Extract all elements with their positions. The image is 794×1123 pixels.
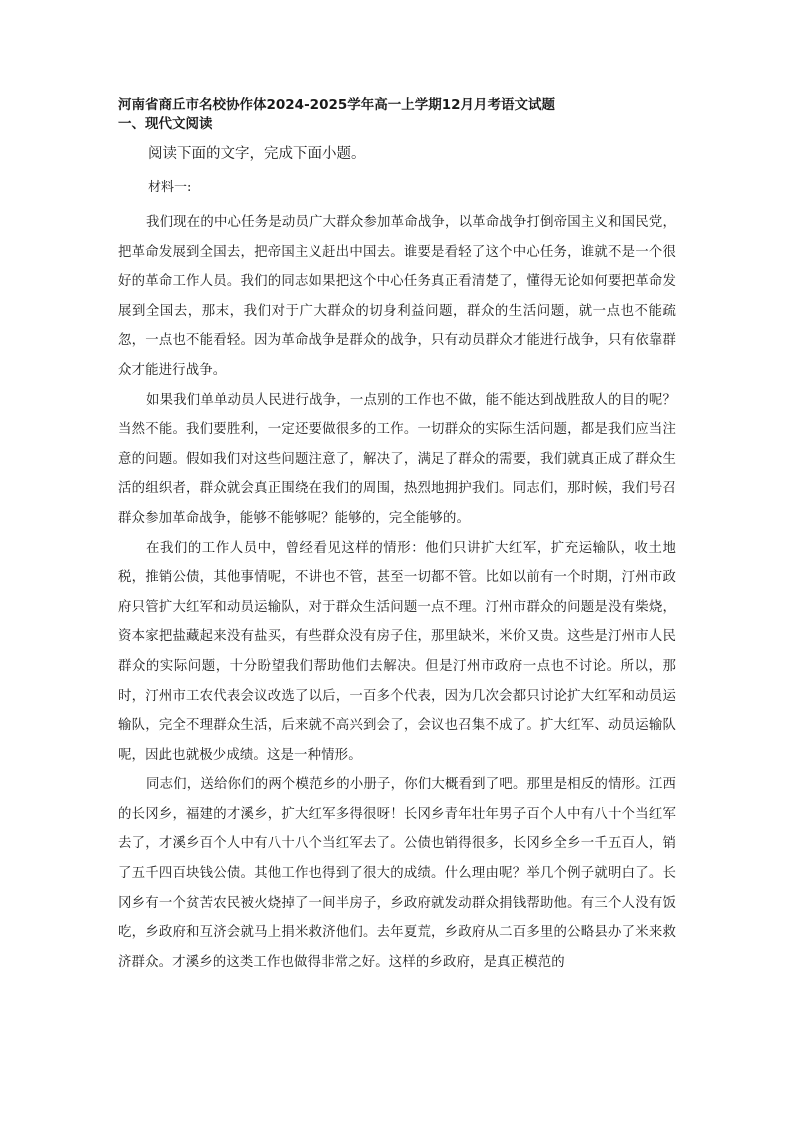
reading-instruction: 阅读下面的文字，完成下面小题。 — [148, 146, 366, 162]
material-label: 材料一: — [148, 180, 192, 195]
document-title: 河南省商丘市名校协作体2024-2025学年高一上学期12月月考语文试题 — [118, 97, 556, 113]
paragraph: 在我们的工作人员中，曾经看见这样的情形：他们只讲扩大红军，扩充运输队，收土地税，推销公债，其他事情呢，不讲也不管，甚至一切都不管。比如以前有一个时期，汀州市政府只管扩大红军和动员运输队，对于群众生活问题一点不理。汀州市群众的问题是没有柴烧，资本家把盐藏起来没有盐买，有些群众没有房子住，那里缺米，米价又贵。这些是汀州市人民群众的实际问题，十分盼望我们帮助他们去解决。但是汀州市政府一点也不讨论。所以，那时，汀州市工农代表会议改选了以后，一百多个代表，因为几次会都只讨论扩大红军和动员运输队，完全不理群众生活，后来就不高兴到会了，会议也召集不成了。扩大红军、动员运输队呢，因此也就极少成绩。这是一种情形。 — [118, 540, 676, 763]
paragraph: 同志们，送给你们的两个模范乡的小册子，你们大概看到了吧。那里是相反的情形。江西的长冈乡，福建的才溪乡，扩大红军多得很呀！长冈乡青年壮年男子百个人中有八十个当红军去了，才溪乡百个人中有八十八个当红军去了。公债也销得很多，长冈乡全乡一千五百人，销了五千四百块钱公债。其他工作也得到了很大的成绩。什么理由呢？举几个例子就明白了。长冈乡有一个贫苦农民被火烧掉了一间半房子，乡政府就发动群众捐钱帮助他。有三个人没有饭吃，乡政府和互济会就马上捐米救济他们。去年夏荒，乡政府从二百多里的公略县办了米来救济群众。才溪乡的这类工作也做得非常之好。这样的乡政府，是真正模范的 — [118, 777, 676, 970]
paragraph: 如果我们单单动员人民进行战争，一点别的工作也不做，能不能达到战胜敌人的目的呢？当然不能。我们要胜利，一定还要做很多的工作。一切群众的实际生活问题，都是我们应当注意的问题。假如我们对这些问题注意了，解决了，满足了群众的需要，我们就真正成了群众生活的组织者，群众就会真正围绕在我们的周围，热烈地拥护我们。同志们，那时候，我们号召群众参加革命战争，能够不能够呢？能够的，完全能够的。 — [118, 392, 676, 526]
section-heading: 一、现代文阅读 — [118, 116, 213, 132]
paragraph: 我们现在的中心任务是动员广大群众参加革命战争，以革命战争打倒帝国主义和国民党，把革命发展到全国去，把帝国主义赶出中国去。谁要是看轻了这个中心任务，谁就不是一个很好的革命工作人员。我们的同志如果把这个中心任务真正看清楚了，懂得无论如何要把革命发展到全国去，那末，我们对于广大群众的切身利益问题，群众的生活问题，就一点也不能疏忽，一点也不能看轻。因为革命战争是群众的战争，只有动员群众才能进行战争，只有依靠群众才能进行战争。 — [118, 215, 676, 378]
